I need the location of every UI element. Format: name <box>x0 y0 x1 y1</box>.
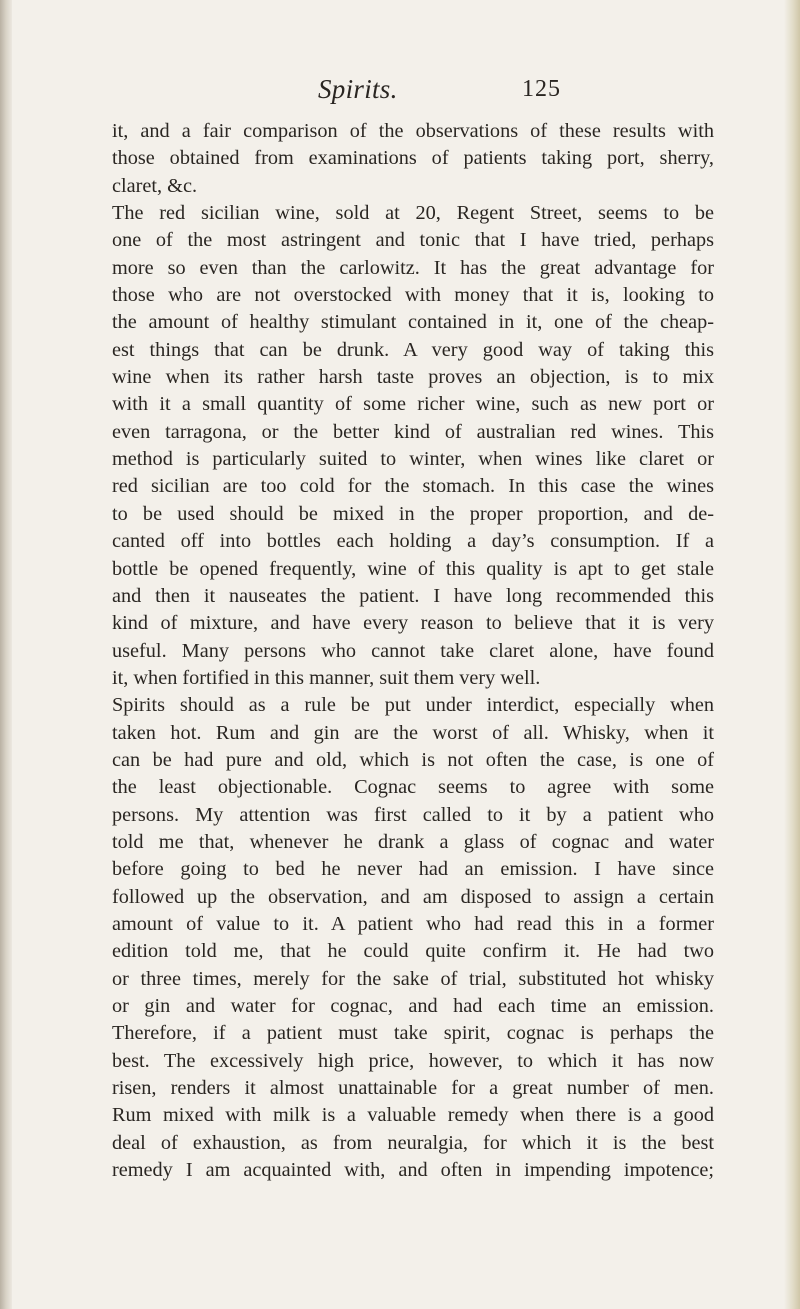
text-line: with it a small quantity of some richer wine, such as new port or <box>112 393 714 416</box>
text-line: The red sicilian wine, sold at 20, Regent Street, seems to be <box>112 202 714 225</box>
text-line: or three times, merely for the sake of trial, substituted hot whisky <box>112 967 714 990</box>
text-line: est things that can be drunk. A very good way of taking this <box>112 338 714 361</box>
text-line: canted off into bottles each holding a day’s consumption. If a <box>112 530 714 553</box>
text-line: remedy I am acquainted with, and often in impending impotence; <box>112 1159 714 1182</box>
text-line: kind of mixture, and have every reason to believe that it is very <box>112 612 714 635</box>
text-line: it, when fortified in this manner, suit them very well. <box>112 666 541 689</box>
text-line: amount of value to it. A patient who had read this in a former <box>112 912 714 935</box>
text-line: bottle be opened frequently, wine of this quality is apt to get stale <box>112 557 714 580</box>
text-line: risen, renders it almost unattainable for a great number of men. <box>112 1077 714 1100</box>
text-line: before going to bed he never had an emission. I have since <box>112 858 714 881</box>
text-line: Therefore, if a patient must take spirit, cognac is perhaps the <box>112 1022 714 1045</box>
text-line: red sicilian are too cold for the stomach. In this case the wines <box>112 475 714 498</box>
text-line: followed up the observation, and am disposed to assign a certain <box>112 885 714 908</box>
text-line: to be used should be mixed in the proper proportion, and de- <box>112 502 714 525</box>
text-line: wine when its rather harsh taste proves an objection, is to mix <box>112 366 714 389</box>
text-line: edition told me, that he could quite confirm it. He had two <box>112 940 714 963</box>
text-line: and then it nauseates the patient. I have long recommended this <box>112 584 714 607</box>
text-line: even tarragona, or the better kind of australian red wines. This <box>112 420 714 443</box>
text-line: the least objectionable. Cognac seems to agree with some <box>112 776 714 799</box>
text-line: claret, &c. <box>112 174 198 197</box>
page-number: 125 <box>522 76 561 102</box>
text-line: told me that, whenever he drank a glass of cognac and water <box>112 830 714 853</box>
text-line: useful. Many persons who cannot take claret alone, have found <box>112 639 714 662</box>
page-edge-discoloration <box>784 0 800 1309</box>
text-line: best. The excessively high price, however, to which it has now <box>112 1049 714 1072</box>
text-line: the amount of healthy stimulant contained in it, one of the cheap- <box>112 311 714 334</box>
text-line: those who are not overstocked with money that it is, looking to <box>112 284 714 307</box>
text-line: more so even than the carlowitz. It has the great advantage for <box>112 256 714 279</box>
page-header <box>0 72 800 112</box>
text-line: method is particularly suited to winter, when wines like claret or <box>112 448 714 471</box>
body-text <box>112 118 714 1184</box>
text-line: it, and a fair comparison of the observations of these results with <box>112 120 714 142</box>
text-line: those obtained from examinations of patients taking port, sherry, <box>112 147 714 170</box>
page-binding-shadow <box>0 0 12 1309</box>
text-line: deal of exhaustion, as from neuralgia, for which it is the best <box>112 1131 714 1154</box>
text-line: taken hot. Rum and gin are the worst of all. Whisky, when it <box>112 721 714 744</box>
text-line: or gin and water for cognac, and had each time an emission. <box>112 995 714 1017</box>
text-line: can be had pure and old, which is not often the case, is one of <box>112 748 714 771</box>
running-title: Spirits. <box>318 74 398 104</box>
text-line: one of the most astringent and tonic that I have tried, perhaps <box>112 229 714 252</box>
text-line: Rum mixed with milk is a valuable remedy when there is a good <box>112 1104 714 1127</box>
text-line: persons. My attention was first called to it by a patient who <box>112 803 714 826</box>
text-line: Spirits should as a rule be put under interdict, especially when <box>112 694 714 717</box>
